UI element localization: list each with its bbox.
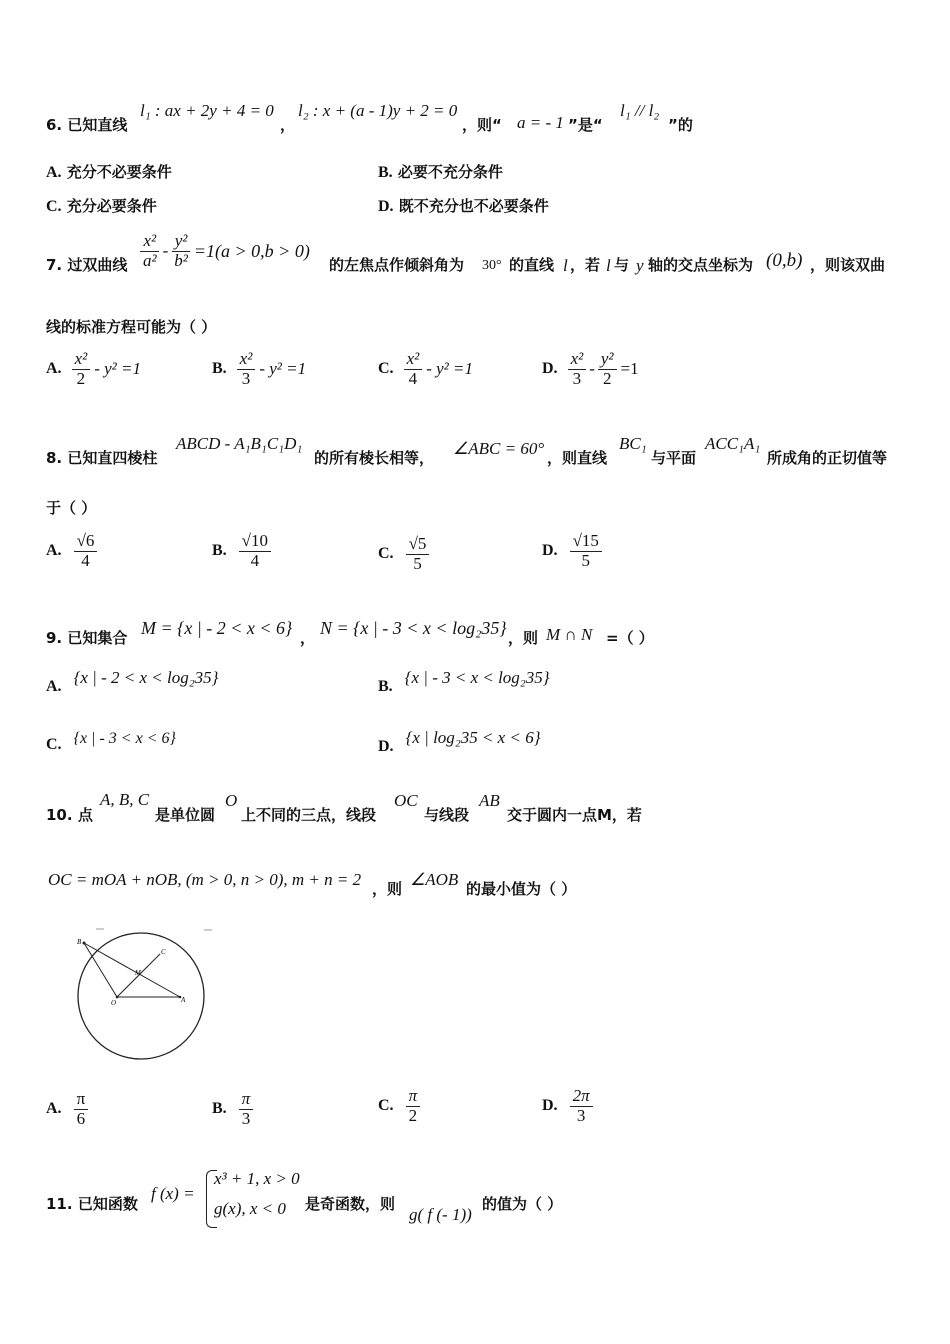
q10-stem-g: 的最小值为（ ） — [466, 880, 577, 898]
q10-option-a[interactable]: A. $\frac{\pi}{6}$ — [46, 1090, 88, 1128]
q11-case1: x³ + 1, x > 0 — [214, 1169, 300, 1188]
q6-stem: 6. 已知直线 — [46, 116, 128, 134]
q7-option-c[interactable]: C. $\frac{\text{x²}}{4}$ - y² =1 — [378, 349, 473, 388]
q10-stem-b: 是单位圆 — [155, 806, 216, 824]
q9-comma: ， — [300, 629, 316, 647]
point-o — [116, 996, 119, 999]
q11-case2: g(x), x < 0 — [214, 1199, 286, 1218]
q9-set-m: M = {x | - 2 < x < 6} — [141, 618, 293, 638]
q11-expression: g( f (- 1)) — [409, 1205, 472, 1224]
q9-option-b[interactable]: B. {x | - 3 < x < log₂35} — [378, 668, 550, 695]
q8-stem: 8. 已知直四棱柱 — [46, 449, 158, 467]
q9-stem: 9. 已知集合 — [46, 629, 128, 647]
q10-seg-ab: AB — [479, 791, 500, 810]
q8-stem-d: 与平面 — [651, 449, 697, 467]
q10-option-b[interactable]: B. $\frac{\pi}{3}$ — [212, 1090, 253, 1128]
q7-line-l2: l — [606, 256, 611, 275]
q10-points: A, B, C — [100, 790, 150, 809]
q7-frac-x: $\frac{\text{x²}}{\text{a²}}$ — [140, 232, 160, 270]
point-b — [83, 942, 86, 945]
q7-option-b[interactable]: B. $\frac{\text{x²}}{3}$ - y² =1 — [212, 349, 307, 388]
q6-option-a[interactable]: A. 充分不必要条件 — [46, 163, 172, 181]
q7-option-a[interactable]: A. $\frac{\text{x²}}{2}$ - y² =1 — [46, 349, 141, 388]
q6-option-c[interactable]: C. 充分必要条件 — [46, 197, 157, 215]
q7-stem: 7. 过双曲线 — [46, 256, 128, 274]
q8-stem-e: 所成角的正切值等 — [767, 449, 888, 467]
q10-stem-f: ，则 — [372, 880, 403, 898]
q7-option-d[interactable]: D. $\frac{\text{x²}}{3}$ - $\frac{\text{y²}}{2}$ =1 — [542, 349, 639, 388]
q7-stem-line2: 线的标准方程可能为（ ） — [46, 318, 217, 336]
q8-option-b[interactable]: B. $\frac{√10}{4}$ — [212, 532, 271, 570]
q10-option-c[interactable]: C. $\frac{\pi}{2}$ — [378, 1087, 420, 1125]
q7-axis-y: y — [636, 256, 644, 275]
q10-center: O — [225, 791, 238, 810]
q6-comma: ， — [280, 116, 296, 134]
q8-stem-line2: 于（ ） — [46, 499, 97, 517]
q8-stem-b: 的所有棱长相等， — [314, 449, 435, 467]
q9-stem-c: =（ ） — [606, 629, 654, 647]
q9-option-a[interactable]: A. {x | - 2 < x < log₂35} — [46, 668, 219, 695]
q8-option-c[interactable]: C. $\frac{√5}{5}$ — [378, 535, 429, 573]
q6-is: ”是“ — [568, 116, 603, 134]
q10-stem: 10. 点 — [46, 806, 93, 824]
fig-label-c: C — [161, 948, 166, 956]
q10-stem-c: 上不同的三点，线段 — [241, 806, 377, 824]
q11-stem-b: 是奇函数，则 — [305, 1195, 396, 1213]
q6-option-b[interactable]: B. 必要不充分条件 — [378, 163, 503, 181]
q10-stem-d: 与线段 — [424, 806, 470, 824]
q11-stem-c: 的值为（ ） — [482, 1195, 563, 1213]
q8-plane: ACC₁A₁ — [705, 434, 761, 453]
q7-stem-e: 与 — [614, 256, 630, 274]
q7-stem-f: 轴的交点坐标为 — [648, 256, 754, 274]
q7-angle: 30° — [482, 258, 502, 273]
q6-condition: a = - 1 — [517, 113, 564, 132]
q10-vector-eq: OC = mOA + nOB, (m > 0, n > 0), m + n = 2 — [48, 870, 362, 889]
q8-prism: ABCD - A₁B₁C₁D₁ — [176, 434, 303, 453]
q6-end: ”的 — [668, 116, 693, 134]
q11-fx: f (x) = — [151, 1184, 195, 1203]
q10-option-d[interactable]: D. $\frac{2\pi}{3}$ — [542, 1087, 593, 1125]
q7-stem-b: 的左焦点作倾斜角为 — [329, 256, 465, 274]
segment-ob — [84, 943, 117, 997]
q7-stem-g: ，则该双曲 — [810, 256, 886, 274]
q7-stem-c: 的直线 — [509, 256, 555, 274]
fig-label-b: B — [77, 938, 82, 946]
q10-angle: ∠AOB — [410, 870, 459, 889]
fig-label-a: A — [181, 996, 186, 1004]
fig-label-m: M — [135, 969, 141, 977]
q10-seg-oc: OC — [394, 791, 418, 810]
q10-stem-e: 交于圆内一点M，若 — [507, 806, 642, 824]
q9-option-d[interactable]: D. {x | log₂35 < x < 6} — [378, 728, 541, 755]
q6-line1-eq: l₁ : ax + 2y + 4 = 0 — [140, 101, 274, 120]
q6-then: ，则“ — [462, 116, 502, 134]
q8-option-a[interactable]: A. $\frac{√6}{4}$ — [46, 532, 97, 570]
q8-option-d[interactable]: D. $\frac{√15}{5}$ — [542, 532, 602, 570]
q9-set-n: N = {x | - 3 < x < log₂35} — [320, 618, 507, 638]
q7-hyperbola-eq: $\frac{\text{x²}}{\text{a²}}$ - $\frac{\text{y²}}{\text{b²}}$ =1(a > 0,b > 0) — [140, 232, 310, 270]
q9-intersection: M ∩ N — [546, 625, 593, 644]
q8-angle: ∠ABC = 60° — [453, 439, 545, 458]
q7-point: (0,b) — [766, 250, 803, 271]
q6-option-d[interactable]: D. 既不充分也不必要条件 — [378, 197, 549, 215]
q9-stem-b: ，则 — [508, 629, 539, 647]
q7-line-l: l — [563, 256, 568, 275]
q11-stem: 11. 已知函数 — [46, 1195, 138, 1213]
q8-line: BC₁ — [619, 434, 647, 453]
fig-label-o: O — [111, 999, 117, 1007]
q10-figure — [44, 926, 214, 1064]
q8-stem-c: ，则直线 — [547, 449, 608, 467]
q7-frac-y: $\frac{\text{y²}}{\text{b²}}$ — [171, 232, 191, 270]
q6-parallel: l₁ // l₂ — [620, 101, 660, 120]
q6-line2-eq: l₂ : x + (a - 1)y + 2 = 0 — [298, 101, 458, 120]
q7-stem-d: ，若 — [570, 256, 601, 274]
q9-option-c[interactable]: C. {x | - 3 < x < 6} — [46, 730, 176, 753]
